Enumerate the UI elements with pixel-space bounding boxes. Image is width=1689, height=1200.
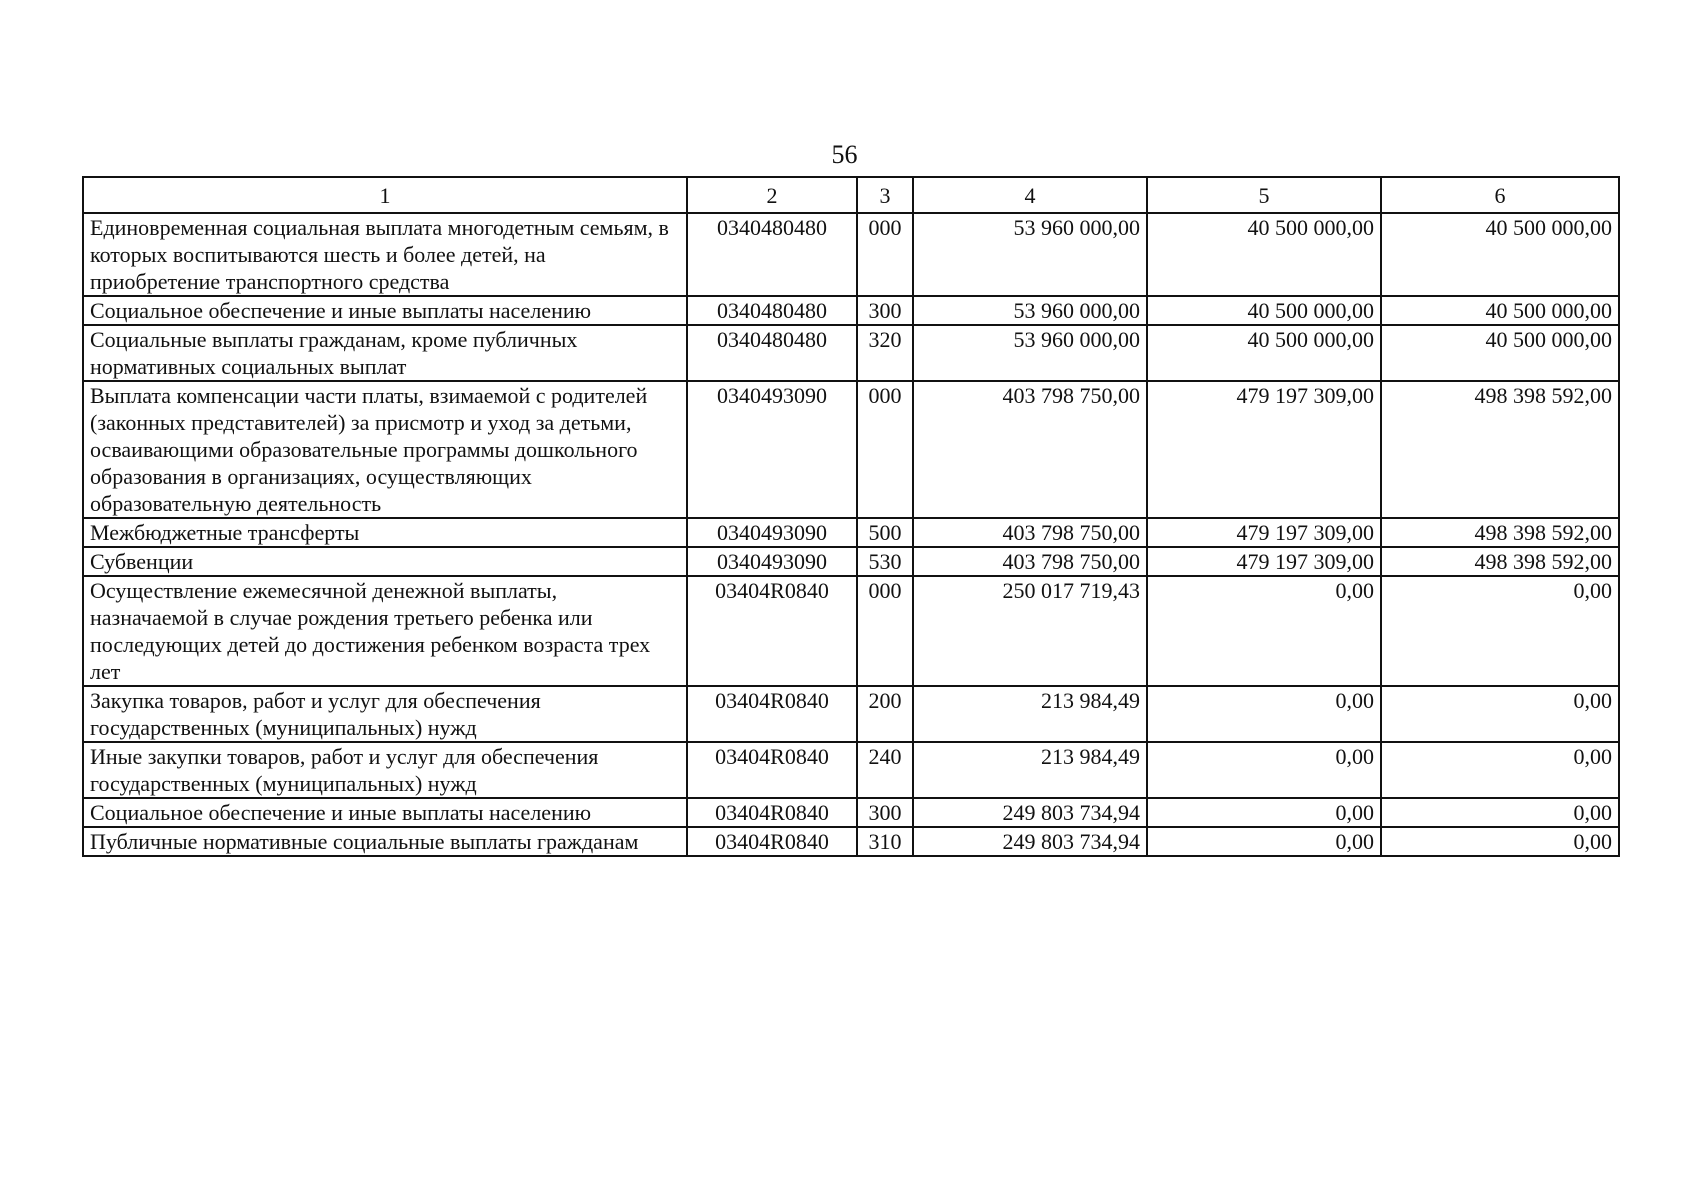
row-value-5: 0,00 xyxy=(1147,798,1381,827)
row-value-6: 498 398 592,00 xyxy=(1381,518,1619,547)
table-row xyxy=(83,576,1619,686)
row-code: 0340480480 xyxy=(687,213,857,296)
row-name: Социальное обеспечение и иные выплаты населению xyxy=(83,296,687,325)
row-value-5: 0,00 xyxy=(1147,827,1381,856)
table-row xyxy=(83,325,1619,381)
row-type: 300 xyxy=(857,296,913,325)
row-type: 000 xyxy=(857,576,913,686)
row-value-4: 249 803 734,94 xyxy=(913,798,1147,827)
table-row xyxy=(83,213,1619,296)
header-col-3: 3 xyxy=(857,177,913,213)
row-name: Социальное обеспечение и иные выплаты населению xyxy=(83,798,687,827)
row-value-5: 40 500 000,00 xyxy=(1147,213,1381,296)
row-code: 0340493090 xyxy=(687,547,857,576)
row-value-5: 0,00 xyxy=(1147,742,1381,798)
row-name: Иные закупки товаров, работ и услуг для обеспечения государственных (муниципальных) нужд xyxy=(83,742,687,798)
row-name: Публичные нормативные социальные выплаты гражданам xyxy=(83,827,687,856)
row-value-5: 40 500 000,00 xyxy=(1147,296,1381,325)
row-value-4: 403 798 750,00 xyxy=(913,518,1147,547)
table-row xyxy=(83,381,1619,518)
row-type: 240 xyxy=(857,742,913,798)
header-col-2: 2 xyxy=(687,177,857,213)
table-row xyxy=(83,518,1619,547)
row-value-4: 403 798 750,00 xyxy=(913,381,1147,518)
row-type: 320 xyxy=(857,325,913,381)
table-header-row xyxy=(83,177,1619,213)
row-value-4: 53 960 000,00 xyxy=(913,296,1147,325)
row-code: 03404R0840 xyxy=(687,576,857,686)
row-code: 0340493090 xyxy=(687,381,857,518)
row-code: 0340480480 xyxy=(687,296,857,325)
row-name: Субвенции xyxy=(83,547,687,576)
row-value-5: 479 197 309,00 xyxy=(1147,547,1381,576)
row-type: 000 xyxy=(857,381,913,518)
header-col-4: 4 xyxy=(913,177,1147,213)
row-code: 03404R0840 xyxy=(687,742,857,798)
row-value-5: 40 500 000,00 xyxy=(1147,325,1381,381)
row-value-4: 403 798 750,00 xyxy=(913,547,1147,576)
row-name: Осуществление ежемесячной денежной выплаты, назначаемой в случае рождения третьего ребенка или последующих детей до достижения ребенком возраста трех лет xyxy=(83,576,687,686)
table-row xyxy=(83,798,1619,827)
row-value-5: 0,00 xyxy=(1147,576,1381,686)
table-row xyxy=(83,547,1619,576)
row-value-6: 0,00 xyxy=(1381,827,1619,856)
row-value-6: 40 500 000,00 xyxy=(1381,296,1619,325)
row-value-5: 479 197 309,00 xyxy=(1147,381,1381,518)
row-value-6: 498 398 592,00 xyxy=(1381,381,1619,518)
row-code: 03404R0840 xyxy=(687,686,857,742)
row-value-6: 0,00 xyxy=(1381,742,1619,798)
table-row xyxy=(83,742,1619,798)
row-value-4: 249 803 734,94 xyxy=(913,827,1147,856)
row-type: 500 xyxy=(857,518,913,547)
row-value-4: 250 017 719,43 xyxy=(913,576,1147,686)
row-value-6: 498 398 592,00 xyxy=(1381,547,1619,576)
row-type: 000 xyxy=(857,213,913,296)
page-number: 56 xyxy=(831,140,858,169)
row-value-5: 0,00 xyxy=(1147,686,1381,742)
row-name: Закупка товаров, работ и услуг для обеспечения государственных (муниципальных) нужд xyxy=(83,686,687,742)
row-value-6: 0,00 xyxy=(1381,686,1619,742)
row-name: Выплата компенсации части платы, взимаемой с родителей (законных представителей) за присмотр и уход за детьми, осваивающими образовательные программы дошкольного образования в организациях, осуществляющих образовательную деятельность xyxy=(83,381,687,518)
table-row xyxy=(83,827,1619,856)
row-value-4: 53 960 000,00 xyxy=(913,325,1147,381)
header-col-5: 5 xyxy=(1147,177,1381,213)
row-value-4: 53 960 000,00 xyxy=(913,213,1147,296)
header-col-1: 1 xyxy=(83,177,687,213)
row-type: 200 xyxy=(857,686,913,742)
row-type: 530 xyxy=(857,547,913,576)
row-value-6: 0,00 xyxy=(1381,798,1619,827)
row-code: 0340493090 xyxy=(687,518,857,547)
row-code: 0340480480 xyxy=(687,325,857,381)
row-name: Единовременная социальная выплата многодетным семьям, в которых воспитываются шесть и более детей, на приобретение транспортного средства xyxy=(83,213,687,296)
row-code: 03404R0840 xyxy=(687,827,857,856)
row-value-6: 40 500 000,00 xyxy=(1381,325,1619,381)
table-row xyxy=(83,686,1619,742)
row-value-4: 213 984,49 xyxy=(913,686,1147,742)
row-value-6: 0,00 xyxy=(1381,576,1619,686)
row-value-6: 40 500 000,00 xyxy=(1381,213,1619,296)
table-row xyxy=(83,296,1619,325)
row-value-4: 213 984,49 xyxy=(913,742,1147,798)
header-col-6: 6 xyxy=(1381,177,1619,213)
row-type: 300 xyxy=(857,798,913,827)
row-name: Социальные выплаты гражданам, кроме публичных нормативных социальных выплат xyxy=(83,325,687,381)
row-type: 310 xyxy=(857,827,913,856)
row-code: 03404R0840 xyxy=(687,798,857,827)
row-value-5: 479 197 309,00 xyxy=(1147,518,1381,547)
budget-table xyxy=(82,176,1620,857)
row-name: Межбюджетные трансферты xyxy=(83,518,687,547)
